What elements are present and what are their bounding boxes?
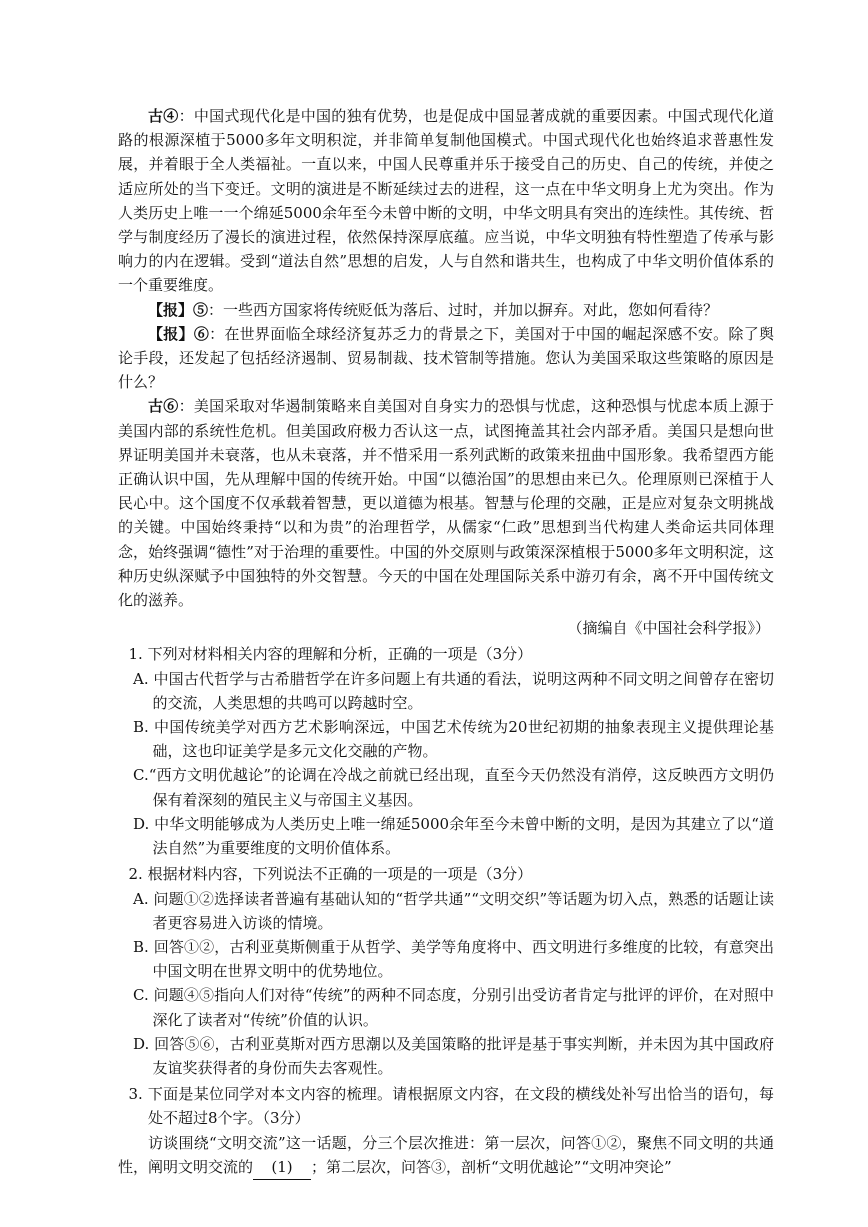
question-paragraph-6 xyxy=(118,322,774,395)
question-paragraph-5 xyxy=(118,298,774,322)
option-a: A. 中国古代哲学与古希腊哲学在许多问题上有共通的看法，说明这两种不同文明之间曾存在密切的交流，人类思想的共鸣可以跨越时空。 xyxy=(133,669,774,712)
option-a: A. 问题①②选择读者普遍有基础认知的“哲学共通”“文明交织”等话题为切入点，熟悉的话题让读者更容易进入访谈的情境。 xyxy=(133,889,774,932)
option-c: C. 问题④⑤指向人们对待“传统”的两种不同态度，分别引出受访者肯定与批评的评价，在对照中深化了读者对“传统”价值的认识。 xyxy=(133,986,774,1029)
speaker-label: 古⑥ xyxy=(148,397,179,416)
option-d: D. 回答⑤⑥，古利亚莫斯对西方思潮以及美国策略的批评是基于事实判断，并未因为其中国政府友谊奖获得者的身份而失去客观性。 xyxy=(133,1034,774,1077)
question-1 xyxy=(118,642,774,860)
option-b: B. 中国传统美学对西方艺术影响深远，中国艺术传统为20世纪初期的抽象表现主义提供理论基础，这也印证美学是多元文化交融的产物。 xyxy=(133,718,774,761)
summary-text-after: ；第二层次，问答③，剖析“文明优越论”“文明冲突论” xyxy=(311,1157,672,1176)
option-b: B. 回答①②，古利亚莫斯侧重于从哲学、美学等角度将中、西文明进行多维度的比较，有意突出中国文明在世界文明中的优势地位。 xyxy=(133,937,774,981)
fill-blank-1[interactable]: (1) xyxy=(253,1155,311,1180)
question-stem: 3. 下面是某位同学对本文内容的梳理。请根据原文内容，在文段的横线处补写出恰当的语句，每处不超过8个字。（3分） xyxy=(128,1085,774,1128)
speaker-label: 【报】⑤ xyxy=(148,300,209,319)
speaker-label: 【报】⑥ xyxy=(148,324,210,343)
speaker-label: 古④ xyxy=(148,107,179,125)
question-3 xyxy=(118,1082,774,1180)
source-citation: （摘编自《中国社会科学报》） xyxy=(567,619,770,638)
question-stem: 1. 下列对材料相关内容的理解和分析，正确的一项是（3分） xyxy=(128,645,533,664)
option-d: D. 中华文明能够成为人类历史上唯一绵延5000余年至今未曾中断的文明，是因为其建立了以“道法自然”为重要维度的文明价值体系。 xyxy=(133,814,774,858)
answer-paragraph-4 xyxy=(118,104,774,298)
question-stem: 2. 根据材料内容，下列说法不正确的一项是的一项是（3分） xyxy=(128,865,533,884)
paragraph-text: ：在世界面临全球经济复苏乏力的背景之下，美国对于中国的崛起深感不安。除了舆论手段，还发起了包括经济遏制、贸易制裁、技术管制等措施。您认为美国采取这些策略的原因是什么？ xyxy=(118,324,774,392)
paragraph-text: ：一些西方国家将传统贬低为落后、过时，并加以摒弃。对此，您如何看待？ xyxy=(208,300,719,319)
question-2 xyxy=(118,862,774,1080)
paragraph-text: ：美国采取对华遏制策略来自美国对自身实力的恐惧与忧虑，这种恐惧与忧虑本质上源于美国内部的系统性危机。但美国政府极力否认这一点，试图掩盖其社会内部矛盾。美国只是想向世界证明美国并未衰落，也从未衰落，并不惜采用一系列武断的政策来扭曲中国形象。我希望西方能正确认识中国，先从理解中国的传统开始。中国“以德治国”的思想由来已久。伦理原则已深植于人民心中。这个国度不仅承载着智慧，更以道德为根基。智慧与伦理的交融，正是应对复杂文明挑战的关键。中国始终秉持“以和为贵”的治理哲学，从儒家“仁政”思想到当代构建人类命运共同体理念，始终强调“德性”对于治理的重要性。中国的外交原则与政策深深植根于5000多年文明积淀，这种历史纵深赋予中国独特的外交智慧。今天的中国在处理国际关系中游刃有余，离不开中国传统文化的滋养。 xyxy=(118,397,774,610)
option-c: C.“西方文明优越论”的论调在冷战之前就已经出现，直至今天仍然没有消停，这反映西方文明仍保有着深刻的殖民主义与帝国主义基因。 xyxy=(133,766,774,809)
summary-paragraph xyxy=(118,1131,774,1180)
answer-paragraph-6 xyxy=(118,394,774,612)
interview-section xyxy=(118,104,774,640)
paragraph-text: ：中国式现代化是中国的独有优势，也是促成中国显著成就的重要因素。中国式现代化道路的根源深植于5000多年文明积淀，并非简单复制他国模式。中国式现代化也始终追求普惠性发展，并着眼于全人类福祉。一直以来，中国人民尊重并乐于接受自己的历史、自己的传统，并使之适应所处的当下变迁。文明的演进是不断延续过去的进程，这一点在中华文明身上尤为突出。作为人类历史上唯一一个绵延5000余年至今未曾中断的文明，中华文明具有突出的连续性。其传统、哲学与制度经历了漫长的演进过程，依然保持深厚底蕴。应当说，中华文明独有特性塑造了传承与影响力的内在逻辑。受到“道法自然”思想的启发，人与自然和谐共生，也构成了中华文明价值体系的一个重要维度。 xyxy=(118,107,774,295)
summary-text-before: 访谈围绕“文明交流”这一话题，分三个层次推进：第一层次，问答①②，聚焦不同文明的共通性，阐明文明交流的 xyxy=(118,1133,774,1176)
